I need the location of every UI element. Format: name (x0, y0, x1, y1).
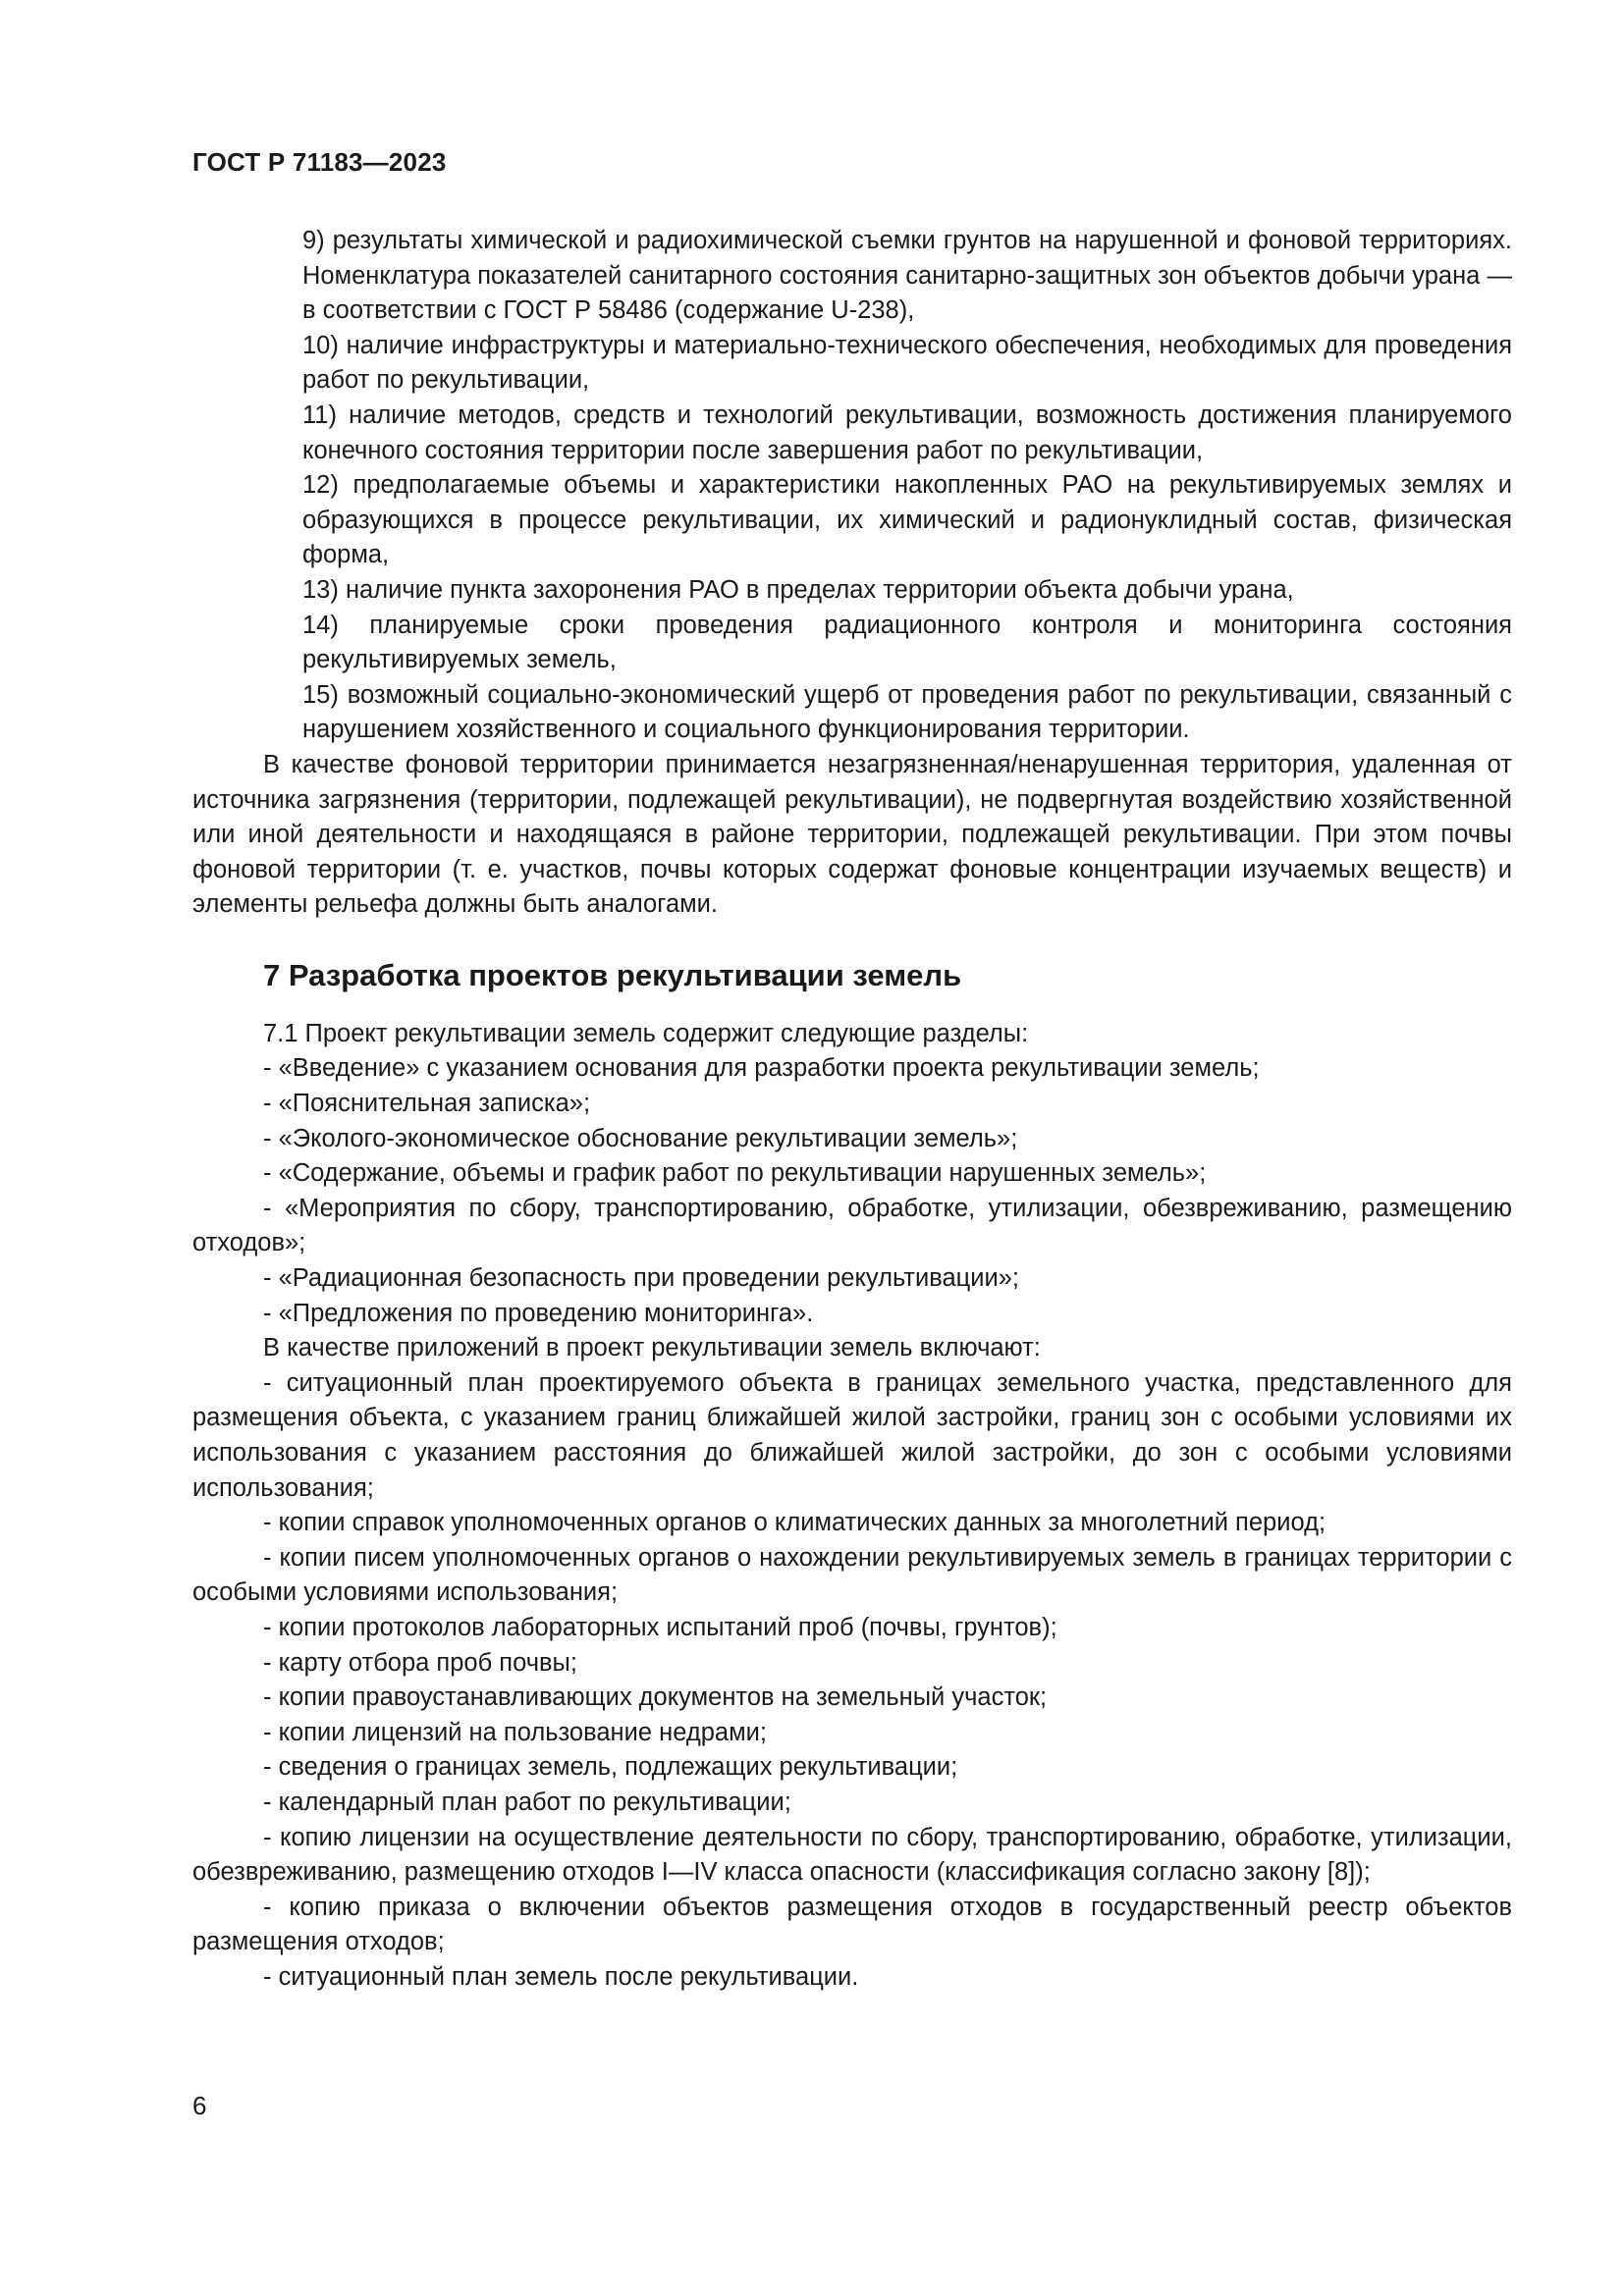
appendix-item: - копии писем уполномоченных органов о нахождении рекультивируемых земель в границах территории с особыми условиями использования; (192, 1543, 1512, 1607)
appendix-item: - копию лицензии на осуществление деятельности по сбору, транспортированию, обработке, утилизации, обезвреживанию, размещению отходов I—IV класса опасности (классификация согласно закону [8]); (192, 1823, 1512, 1887)
appendix-item: - копию приказа о включении объектов размещения отходов в государственный реестр объектов размещения отходов; (192, 1893, 1512, 1956)
appendix-item: - копии лицензий на пользование недрами; (263, 1718, 767, 1746)
list-item: 14) планируемые сроки проведения радиационного контроля и мониторинга состояния рекультивируемых земель, (302, 611, 1512, 674)
appendix-item: - ситуационный план проектируемого объекта в границах земельного участка, представленного для размещения объекта, с указанием границ ближайшей жилой застройки, границ зон с особыми условиями их использования с указанием расстояния до ближайшей жилой застройки, до зон с особыми условиями использования; (192, 1368, 1512, 1502)
project-section-item: - «Мероприятия по сбору, транспортированию, обработке, утилизации, обезвреживанию, размещению отходов»; (192, 1194, 1512, 1257)
project-section-item: - «Введение» с указанием основания для разработки проекта рекультивации земель; (263, 1054, 1260, 1083)
document-code-header: ГОСТ Р 71183—2023 (192, 147, 447, 177)
appendix-item: - календарный план работ по рекультивации; (263, 1788, 791, 1816)
list-item: 11) наличие методов, средств и технологий рекультивации, возможность достижения планируемого конечного состояния территории после завершения работ по рекультивации, (302, 400, 1512, 464)
appendix-intro: В качестве приложений в проект рекультивации земель включают: (263, 1334, 1041, 1362)
list-item: 10) наличие инфраструктуры и материально-технического обеспечения, необходимых для проведения работ по рекультивации, (302, 331, 1512, 395)
project-section-item: - «Радиационная безопасность при проведении рекультивации»; (263, 1264, 1019, 1293)
appendix-item: - карту отбора проб почвы; (263, 1648, 577, 1677)
page-content (192, 224, 1512, 1996)
project-section-item: - «Предложения по проведению мониторинга». (263, 1299, 814, 1327)
list-item: 13) наличие пункта захоронения РАО в пределах территории объекта добычи урана, (302, 575, 1294, 604)
list-item: 12) предполагаемые объемы и характеристики накопленных РАО на рекультивируемых землях и образующихся в процессе рекультивации, их химический и радионуклидный состав, физическая форма, (302, 471, 1512, 569)
appendix-item: - копии справок уполномоченных органов о климатических данных за многолетний период; (263, 1509, 1326, 1537)
project-section-item: - «Эколого-экономическое обоснование рекультивации земель»; (263, 1124, 1018, 1152)
appendix-item: - ситуационный план земель после рекультивации. (263, 1962, 859, 1991)
project-section-item: - «Пояснительная записка»; (263, 1090, 591, 1118)
appendix-item: - копии протоколов лабораторных испытаний проб (почвы, грунтов); (263, 1613, 1057, 1641)
appendix-item: - копии правоустанавливающих документов на земельный участок; (263, 1683, 1048, 1712)
page-number: 6 (192, 2091, 207, 2120)
appendix-item: - сведения о границах земель, подлежащих рекультивации; (263, 1753, 958, 1782)
project-section-item: - «Содержание, объемы и график работ по рекультивации нарушенных земель»; (263, 1159, 1207, 1188)
section-7-heading: 7 Разработка проектов рекультивации земель (263, 957, 962, 992)
section-7-1-intro: 7.1 Проект рекультивации земель содержит следующие разделы: (263, 1019, 1029, 1047)
list-item: 15) возможный социально-экономический ущерб от проведения работ по рекультивации, связанный с нарушением хозяйственного и социального функционирования территории. (302, 680, 1512, 744)
list-item: 9) результаты химической и радиохимической съемки грунтов на нарушенной и фоновой территориях. Номенклатура показателей санитарного состояния санитарно-защитных зон объектов добычи урана — в соответствии с ГОСТ Р 58486 (содержание U-238), (302, 227, 1512, 325)
background-territory-paragraph: В качестве фоновой территории принимается незагрязненная/ненарушенная территория, удаленная от источника загрязнения (территории, подлежащей рекультивации), не подвергнутая воздействию хозяйственной или иной деятельности и находящаяся в районе территории, подлежащей рекультивации. При этом почвы фоновой территории (т. е. участков, почвы которых содержат фоновые концентрации изучаемых веществ) и элементы рельефа должны быть аналогами. (192, 750, 1512, 919)
